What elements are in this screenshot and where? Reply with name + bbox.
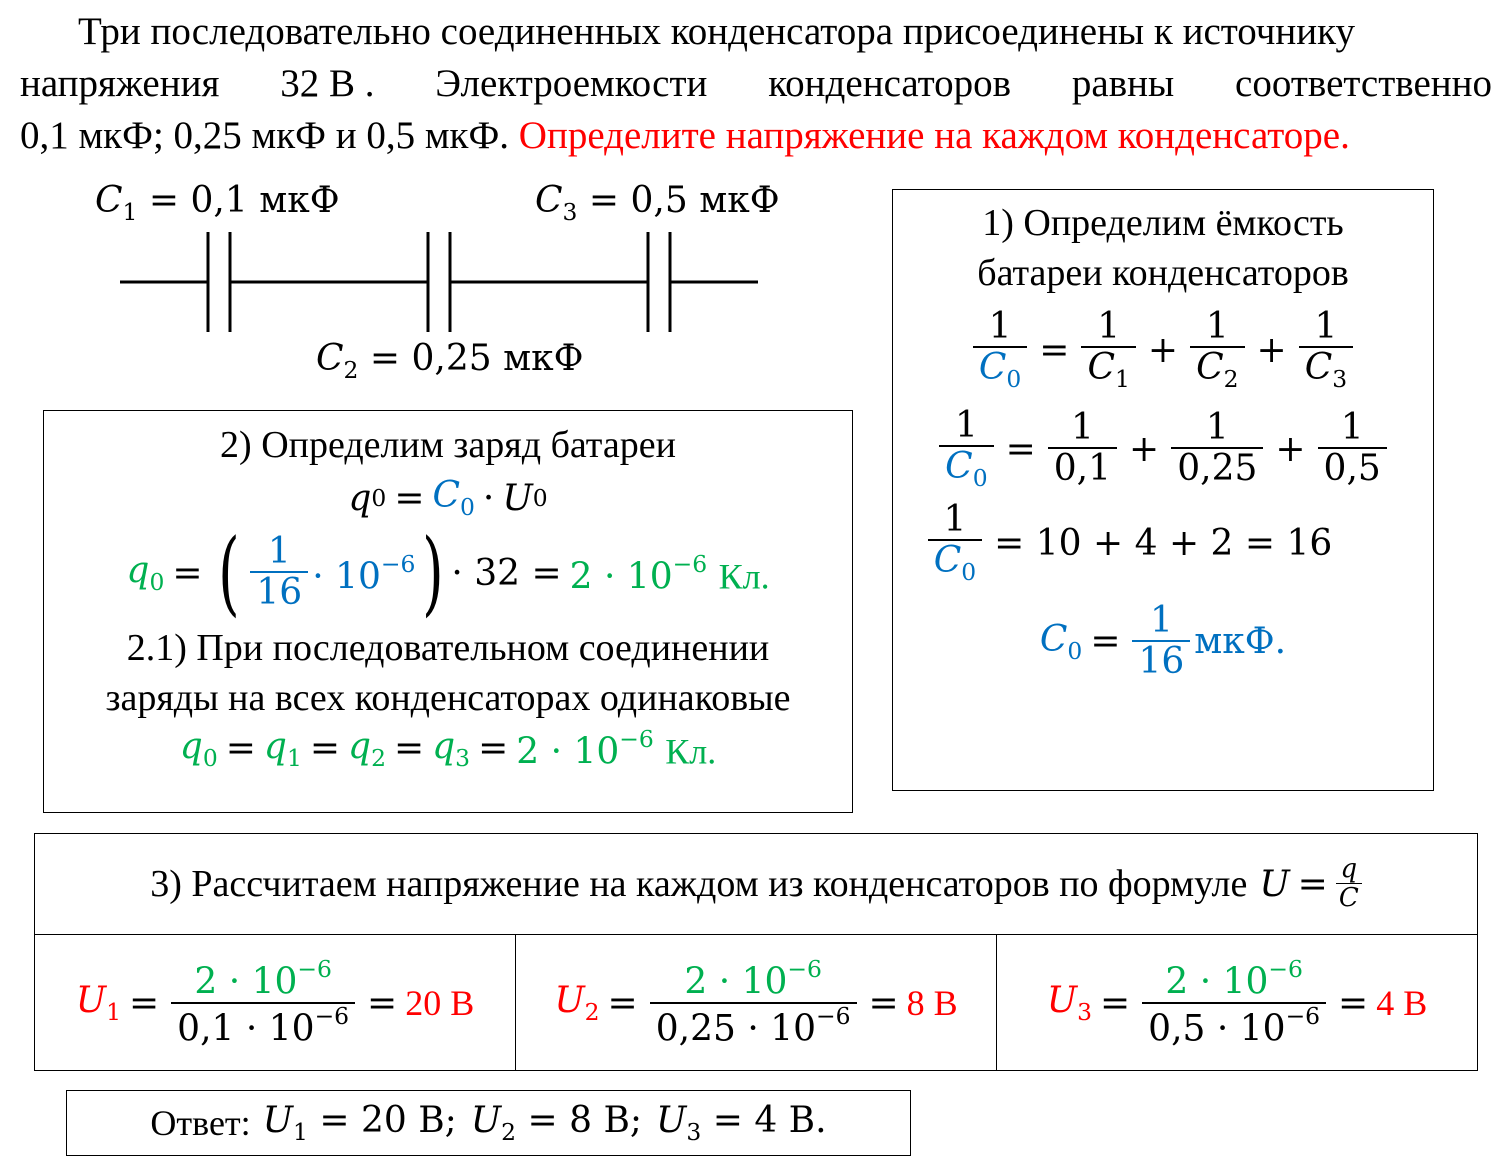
problem-values: 0,1 мкФ; 0,25 мкФ и 0,5 мкФ.	[20, 114, 510, 157]
denominator: 0,5	[1318, 447, 1387, 489]
q-symbol: q	[179, 725, 203, 767]
numerator: 1	[1070, 407, 1094, 449]
answer-u2	[471, 1100, 642, 1146]
denominator	[1190, 346, 1244, 393]
charge-result	[516, 725, 716, 772]
step1-box	[892, 189, 1434, 791]
numerator: 1	[954, 404, 978, 446]
c-symbol: C	[95, 180, 123, 221]
power-of-ten	[312, 550, 415, 597]
c1-label	[95, 180, 340, 226]
step1-title	[893, 198, 1433, 298]
subscript: 0	[961, 558, 977, 587]
u-symbol: U	[554, 979, 585, 1021]
charge-base: 2 · 10	[569, 555, 673, 597]
c2-label	[316, 338, 583, 384]
charge-unit: Кл.	[665, 731, 717, 772]
denominator	[171, 1002, 355, 1049]
subscript: 1	[1115, 364, 1130, 393]
exponent: −6	[619, 725, 654, 754]
u1-result: 20 В	[405, 983, 475, 1023]
c2-value: = 0,25 мкФ	[369, 338, 584, 379]
q2-symbol	[348, 726, 386, 772]
plus-sign: +	[1129, 428, 1160, 470]
problem-word: конденсаторов	[768, 62, 1012, 105]
step1-result	[893, 602, 1433, 681]
charge-unit: Кл.	[718, 555, 770, 596]
answer-u1	[263, 1100, 457, 1146]
c-symbol: C	[1087, 346, 1116, 388]
subscript: 3	[686, 1118, 702, 1147]
q-symbol: q	[432, 725, 456, 767]
equals-sign: =	[868, 982, 899, 1024]
c0-result-symbol	[1040, 619, 1082, 665]
u-symbol: U	[470, 1099, 502, 1141]
times-voltage: · 32 =	[451, 552, 562, 594]
capacitance-base: 0,5 · 10	[1148, 1007, 1286, 1049]
exponent: −6	[314, 1001, 350, 1030]
subscript: 0	[972, 463, 988, 492]
ten-base: · 10	[312, 555, 381, 597]
u2-result: 8 В	[906, 983, 958, 1023]
q3-symbol	[432, 726, 470, 772]
charge-base: 2 · 10	[1165, 961, 1269, 1003]
c-symbol: C	[316, 338, 344, 379]
right-paren-icon: )	[422, 519, 445, 627]
step1-title-line: 1) Определим ёмкость	[982, 202, 1344, 244]
equals-sign: =	[172, 552, 203, 594]
fraction	[973, 308, 1027, 393]
step3-cell-u3	[997, 935, 1477, 1071]
sum-expression: = 10 + 4 + 2 = 16	[994, 523, 1333, 565]
exponent: −6	[1268, 955, 1303, 984]
fraction	[171, 957, 355, 1048]
answer-value: = 4 В.	[712, 1099, 827, 1141]
equals-sign: =	[394, 477, 425, 519]
q-symbol: q	[348, 477, 372, 519]
step3-cell-u1	[35, 935, 516, 1071]
subscript: 0	[1067, 636, 1083, 665]
step2-subtitle-line: 2.1) При последовательном соединении	[126, 627, 770, 670]
fraction	[650, 957, 857, 1048]
q-symbol: q	[348, 725, 372, 767]
c-symbol: C	[1304, 346, 1333, 388]
q1-symbol	[264, 726, 302, 772]
numerator	[1159, 957, 1309, 1001]
step2-title: 2) Определим заряд батареи	[220, 424, 676, 466]
equals-sign: =	[607, 982, 638, 1024]
exponent: −6	[380, 549, 416, 578]
dot-operator: ·	[482, 477, 495, 519]
numerator: 1	[1205, 407, 1229, 449]
step3-header	[35, 834, 1477, 935]
charge-base: 2 · 10	[516, 731, 620, 773]
denominator	[650, 1002, 857, 1049]
subscript: 2	[501, 1118, 517, 1147]
equals-sign: =	[478, 728, 509, 770]
problem-word: напряжения	[20, 62, 220, 105]
step2-computation	[44, 519, 852, 627]
u-symbol: U	[502, 477, 533, 519]
numerator: 1	[1314, 306, 1338, 347]
exponent: −6	[672, 549, 708, 578]
answer-label: Ответ:	[150, 1103, 251, 1143]
subscript: 3	[455, 743, 471, 772]
fraction	[1132, 602, 1190, 681]
c-symbol: C	[432, 475, 461, 516]
problem-line-1: Три последовательно соединенных конденсатора присоединены к источнику	[78, 10, 1356, 53]
fraction	[1048, 409, 1117, 488]
equals-sign: =	[1090, 621, 1121, 663]
fraction	[1171, 409, 1263, 488]
subscript: 1	[122, 198, 138, 227]
u-symbol: U	[75, 979, 107, 1021]
equals-sign: =	[1297, 863, 1328, 905]
fraction	[939, 404, 993, 492]
charge-base: 2 · 10	[194, 961, 298, 1003]
formula-u-eq	[1259, 864, 1336, 905]
denominator: 0,1	[1048, 447, 1117, 489]
numerator: 1	[943, 499, 967, 541]
c0-symbol	[432, 475, 474, 521]
numerator: 1	[988, 306, 1012, 347]
c-symbol: C	[978, 346, 1007, 388]
step2-subtitle-line: заряды на всех конденсаторах одинаковые	[105, 677, 791, 720]
answer-value: = 8 В;	[527, 1099, 643, 1141]
u-symbol: U	[656, 1099, 687, 1141]
left-paren-icon: (	[217, 519, 240, 627]
fraction	[1190, 308, 1244, 393]
fraction	[1299, 308, 1353, 393]
numerator: q	[1340, 853, 1358, 884]
u-symbol: U	[262, 1099, 293, 1141]
problem-word: Электроемкости	[435, 62, 708, 105]
answer-value: = 20 В;	[319, 1099, 457, 1141]
denominator	[928, 539, 982, 586]
step3-cell-u2	[516, 935, 997, 1071]
subscript: 2	[1223, 364, 1239, 393]
answer-u3	[656, 1100, 827, 1146]
subscript: 3	[1332, 364, 1348, 393]
problem-statement	[20, 6, 1492, 162]
c-symbol: C	[1196, 346, 1224, 388]
exponent: −6	[297, 955, 332, 984]
numerator	[678, 957, 828, 1001]
u3-result: 4 В	[1376, 983, 1428, 1023]
step1-formula-sum	[893, 501, 1433, 586]
u-symbol: U	[1046, 979, 1078, 1021]
subscript: 0	[149, 568, 165, 597]
numerator: 1	[267, 531, 291, 573]
step3-table	[34, 833, 1478, 1071]
numerator: 1	[1097, 306, 1121, 347]
c1-value: = 0,1 мкФ	[148, 180, 340, 221]
c-symbol: C	[945, 445, 973, 487]
equals-sign: =	[1100, 982, 1131, 1024]
fraction	[250, 533, 308, 612]
result-unit: мкФ.	[1194, 621, 1287, 663]
subscript: 3	[562, 198, 578, 227]
charge-base: 2 · 10	[684, 961, 788, 1003]
equals-sign: =	[1039, 329, 1070, 371]
equals-sign: =	[1338, 982, 1369, 1024]
c-symbol: C	[1039, 618, 1068, 660]
denominator: 16	[250, 571, 308, 613]
plus-sign: +	[1275, 428, 1306, 470]
subscript: 3	[1077, 998, 1092, 1027]
subscript: 0	[202, 743, 218, 772]
denominator: 16	[1132, 640, 1190, 682]
plus-sign: +	[1256, 329, 1287, 371]
answer-box	[66, 1090, 911, 1156]
step2-formula	[44, 475, 852, 521]
fraction	[1142, 957, 1326, 1048]
problem-word: соответственно	[1235, 62, 1492, 105]
c3-value: = 0,5 мкФ	[588, 180, 780, 221]
denominator: C	[1336, 883, 1362, 913]
problem-line-3	[20, 110, 1492, 162]
q0-symbol	[180, 726, 218, 772]
problem-line-2	[20, 58, 1492, 110]
denominator	[939, 445, 993, 492]
exponent: −6	[816, 1001, 851, 1030]
q0-symbol	[126, 550, 164, 596]
step2-box	[43, 410, 853, 813]
u2-symbol	[554, 980, 599, 1026]
denominator	[1081, 346, 1135, 393]
subscript: 1	[106, 998, 121, 1027]
problem-word: равны	[1071, 62, 1175, 105]
numerator	[188, 957, 338, 1001]
numerator: 1	[1205, 306, 1229, 347]
exponent: −6	[1285, 1001, 1321, 1030]
q-symbol: q	[126, 550, 150, 592]
equals-sign: =	[225, 728, 256, 770]
u3-symbol	[1047, 980, 1092, 1026]
subscript: 1	[286, 743, 302, 772]
fraction	[1081, 308, 1135, 393]
subscript: 2	[343, 356, 359, 385]
problem-voltage: 32 В .	[280, 62, 375, 105]
subscript: 1	[293, 1118, 308, 1147]
denominator	[1299, 346, 1353, 393]
step1-formula-values	[893, 404, 1433, 492]
problem-question: Определите напряжение на каждом конденсаторе.	[518, 114, 1350, 157]
denominator	[973, 346, 1027, 393]
subscript: 0	[460, 493, 475, 522]
subscript: 2	[371, 743, 386, 772]
step2-equal-charges	[44, 725, 852, 772]
subscript: 2	[584, 998, 600, 1027]
c-symbol: C	[933, 540, 962, 582]
denominator: 0,25	[1171, 447, 1263, 489]
plus-sign: +	[1147, 329, 1179, 371]
subscript: 0	[1006, 364, 1022, 393]
fraction	[1336, 853, 1362, 913]
capacitance-base: 0,1 · 10	[177, 1007, 315, 1049]
step2-subtitle	[44, 623, 852, 723]
step3-cells	[35, 935, 1477, 1071]
equals-sign: =	[309, 728, 341, 770]
u-symbol: U	[1259, 863, 1290, 905]
denominator	[1142, 1002, 1326, 1049]
equals-sign: =	[129, 982, 160, 1024]
charge-result	[570, 550, 770, 597]
c3-label	[535, 180, 780, 226]
equals-sign: =	[1005, 428, 1036, 470]
equals-sign: =	[393, 728, 425, 770]
step1-title-line: батареи конденсаторов	[977, 252, 1349, 294]
numerator: 1	[1340, 407, 1364, 449]
c-symbol: C	[535, 180, 563, 221]
q-symbol: q	[263, 725, 287, 767]
equals-sign: =	[367, 982, 398, 1024]
numerator: 1	[1149, 600, 1173, 642]
fraction	[1318, 409, 1387, 488]
step3-title: 3) Рассчитаем напряжение на каждом из конденсаторов по формуле	[150, 863, 1248, 905]
subscript: 0	[371, 484, 387, 513]
step1-formula-general	[893, 308, 1433, 393]
u1-symbol	[76, 980, 121, 1026]
exponent: −6	[787, 955, 822, 984]
fraction	[928, 501, 982, 586]
capacitance-base: 0,25 · 10	[655, 1007, 817, 1049]
subscript: 0	[532, 484, 548, 513]
